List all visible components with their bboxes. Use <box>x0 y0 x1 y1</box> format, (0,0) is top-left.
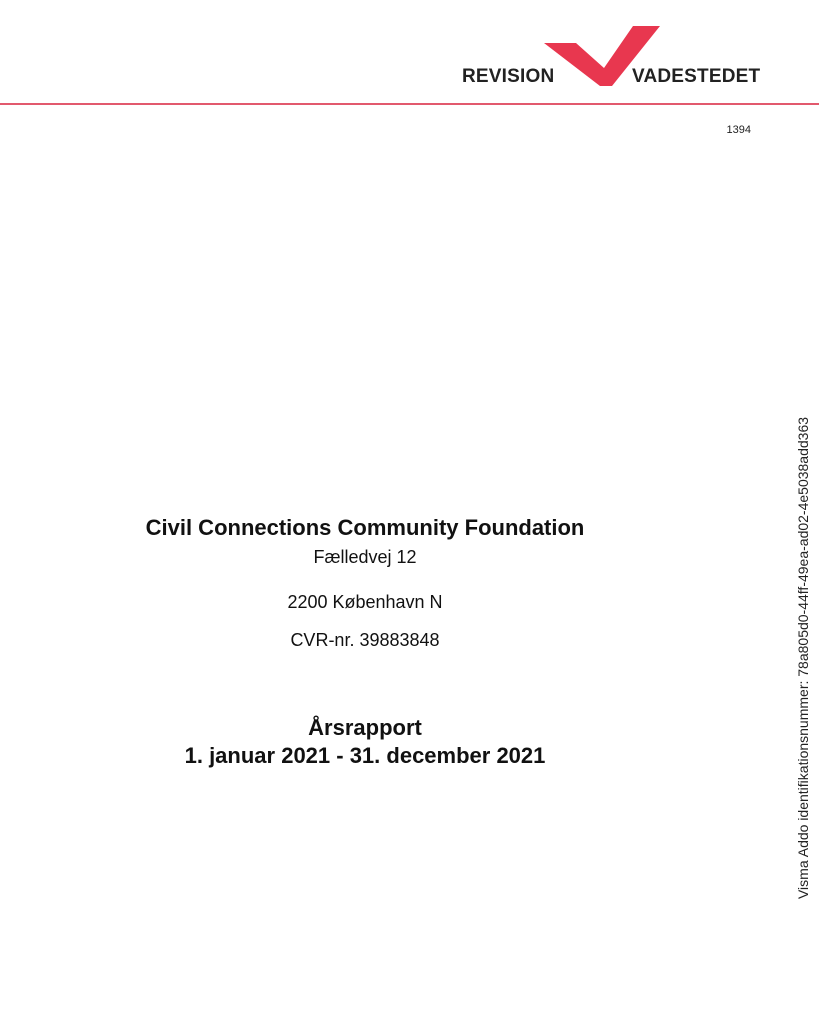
cvr-number: CVR-nr. 39883848 <box>290 630 440 650</box>
report-title: Årsrapport <box>308 715 422 740</box>
logo-text-vadestedet: VADESTEDET <box>632 66 761 87</box>
document-id-vertical-text: Visma Addo identifikationsnummer: 78a805d0-44ff-49ea-ad02-4e5038add363 <box>795 416 811 900</box>
organization-name: Civil Connections Community Foundation <box>145 515 585 540</box>
logo-text-revision: REVISION <box>462 66 555 87</box>
page-header <box>0 0 819 106</box>
company-logo <box>462 26 772 92</box>
postal-city: 2200 København N <box>287 592 443 612</box>
report-period: 1. januar 2021 - 31. december 2021 <box>184 743 546 768</box>
page-number: 1394 <box>726 124 751 136</box>
street-address: Fælledvej 12 <box>313 547 417 567</box>
header-divider <box>0 103 819 105</box>
